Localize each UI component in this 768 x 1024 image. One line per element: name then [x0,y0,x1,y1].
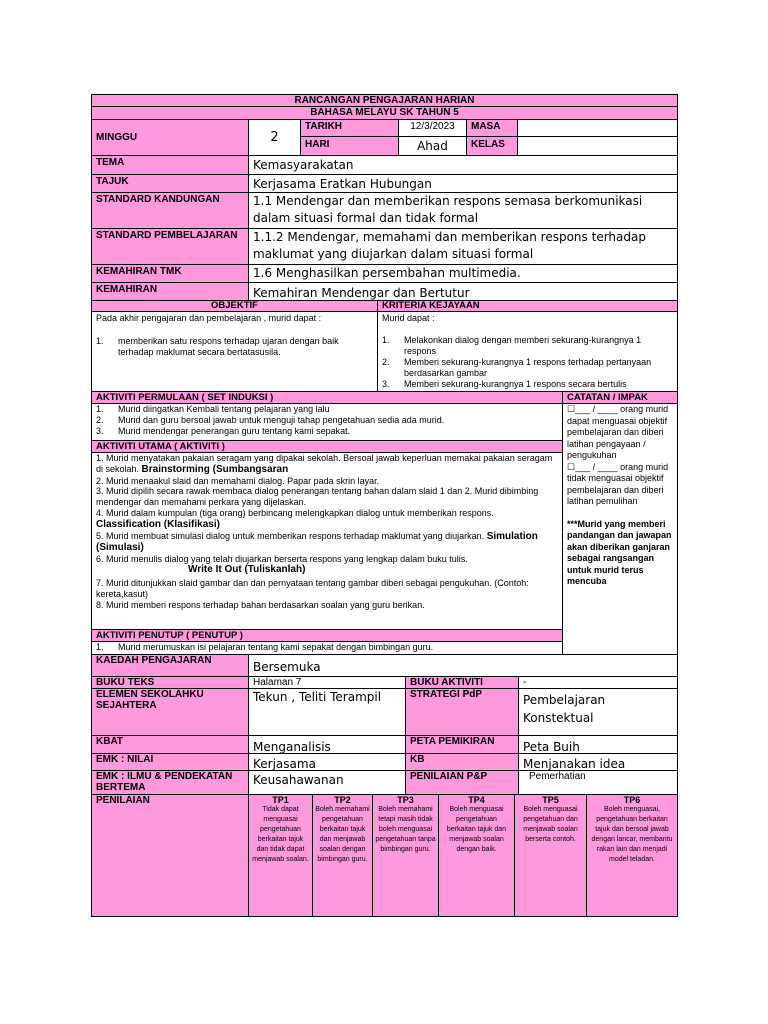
kelas-label: KELAS [467,137,518,155]
elemen-label: ELEMEN SEKOLAHKU SEJAHTERA [92,689,249,735]
penilaian-pp-label: PENILAIAN P&P [406,771,519,794]
objektif-item-num: 1. [96,336,104,346]
tajuk-row [91,175,678,193]
plan-subtitle: BAHASA MELAYU SK TAHUN 5 [310,107,459,118]
kemahiran-row [91,283,678,301]
kriteria-item-text: Melakonkan dialog dengan memberi sekurang-kurangnya 1 respons [404,335,642,356]
utama-step-5 [96,531,558,555]
tp2-heading: TP2 [334,795,351,805]
utama-step-4-text: 4. Murid dalam kumpulan (tiga orang) berbincang melengkapkan dialog untuk memberikan respons. [96,507,494,518]
catatan-body [563,404,677,654]
objektif-item [96,336,373,358]
tp5-text: Boleh menguasai pengetahuan dan menjawab soalan berserta contoh. [523,806,578,843]
ilmu-label: EMK : ILMU & PENDEKATAN BERTEMA [92,771,249,794]
peta-value: Peta Buih [523,740,580,753]
utama-step-5-strategy: Simulation (Simulasi) [96,530,538,554]
nilai-row [91,754,678,771]
penilaian-row [91,795,678,917]
permulaan-body [92,404,562,441]
tp2-cell [313,795,373,916]
elemen-value: Tekun , Teliti Terampil [249,689,406,735]
hari-value: Ahad [399,137,467,155]
kbat-label: KBAT [92,736,249,753]
lesson-plan-table [91,94,678,917]
minggu-value: 2 [249,120,301,155]
tmk-label: KEMAHIRAN TMK [92,265,249,282]
sp-row [91,229,678,265]
utama-step-3: 3. Murid dipilih secara rawak membaca dialog penerangan tentang bahan dalam slaid 1 dan 2. Murid dibimbing mendengar dan memahami perkara yang dijelaskan. [96,486,539,508]
sk-value: 1.1 Mendengar dan memberikan respons semasa berkomunikasi dalam situasi formal dan tidak formal [253,194,643,225]
kemahiran-value: Kemahiran Mendengar dan Bertutur [253,286,470,300]
penilaian-label: PENILAIAN [92,795,249,916]
permulaan-item-text: Murid mendengar penerangan guru tentang kami sepakat. [118,426,351,436]
kriteria-intro: Murid dapat : [382,313,435,323]
kriteria-item [382,379,673,390]
utama-body [92,453,562,630]
minggu-label: MINGGU [92,120,249,155]
tp1-heading: TP1 [272,795,289,805]
penutup-body [92,642,562,654]
penutup-label: AKTIVITI PENUTUP ( PENUTUP ) [92,630,562,642]
objektif-kriteria-body [91,312,678,392]
permulaan-item-text: Murid diingatkan Kembali tentang pelajaran yang lalu [118,404,330,414]
tema-row [91,156,678,175]
tp4-text: Boleh menguasai pengetahuan berkaitan tajuk dan menjawab soalan dengan baik. [446,806,507,853]
catatan-label: CATATAN / IMPAK [563,392,677,404]
kbat-row [91,736,678,754]
tp3-heading: TP3 [397,795,414,805]
utama-step-7: 7. Murid ditunjukkan slaid gambar dan dan pernyataan tentang gambar diberi sebagai pengukuhan. (Contoh: kereta,kasut) [96,577,529,599]
utama-step-1-text: 1. Murid menyatakan pakaian seragam yang dipakai sekolah. Bersoal jawab keperluan memakai pakaian seragam di sekolah. [96,453,553,474]
permulaan-item [96,404,558,415]
utama-step-6-strategy: Write It Out (Tuliskanlah) [188,563,306,575]
tarikh-label: TARIKH [301,120,399,136]
catatan-note-1: ☐___ / ____ orang murid dapat menguasai objektif pembelajaran dan diberi latihan pengayaan / pengukuhan [567,404,669,460]
tp6-heading: TP6 [623,795,641,805]
objektif-body [92,312,378,391]
kriteria-item [382,357,673,379]
sp-label: STANDARD PEMBELAJARAN [92,229,249,264]
utama-step-4 [96,508,558,531]
buku-row [91,677,678,689]
tp1-cell [249,795,313,916]
tp5-cell [515,795,587,916]
permulaan-item-text: Murid dan guru bersoal jawab untuk menguji tahap pengetahuan sedia ada murid. [118,415,445,425]
kaedah-label: KAEDAH PENGAJARAN [92,655,249,676]
tmk-row [91,265,678,283]
kriteria-item-num: 1. [382,335,390,345]
tema-label: TEMA [92,156,249,174]
tema-value: Kemasyarakatan [253,158,354,172]
utama-step-6: 6. Murid menulis dialog yang telah diujarkan berserta respons yang lengkap dalam buku tulis. [96,554,468,565]
catatan-note-3: ***Murid yang memberi pandangan dan jawapan akan diberikan ganjaran sebagai rangsangan untuk murid terus mencuba [567,518,672,586]
utama-step-1 [96,453,558,476]
catatan-column [563,392,677,654]
utama-step-2: 2. Murid menaakul slaid dan memahami dialog. Papar pada skrin layar. [96,475,380,486]
objektif-item-text: memberikan satu respons terhadap ujaran dengan baik terhadap maklumat secara bertatasusila. [118,336,339,357]
tajuk-label: TAJUK [92,175,249,192]
buku-aktiviti-label: BUKU AKTIVITI [406,677,519,688]
utama-label: AKTIVITI UTAMA ( AKTIVITI ) [92,441,562,453]
kriteria-item-num: 3. [382,379,390,389]
kaedah-value: Bersemuka [253,660,321,674]
subtitle-row [91,107,678,120]
strategi-label: STRATEGI PdP [406,689,519,735]
permulaan-item-num: 1. [96,404,104,414]
tp2-text: Boleh memahami pengetahuan berkaitan tajuk dan menjawab soalan dengan bimbingan guru. [315,806,370,863]
kriteria-item-text: Memberi sekurang-kurangnya 1 respons terhadap pertanyaan berdasarkan gambar [404,357,652,378]
hari-label: HARI [301,137,399,155]
tp1-text: Tidak dapat menguasai pengetahuan berkaitan tajuk dan tidak dapat menjawab soalan. [252,806,309,863]
penutup-item-num: 1. [96,642,104,652]
utama-step-1-strategy: Brainstorming (Sumbangsaran [141,463,289,475]
permulaan-item-num: 3. [96,426,104,436]
nilai-value: Kerjasama [249,754,406,770]
info-block [91,120,678,156]
permulaan-item [96,426,558,437]
sp-value: 1.1.2 Mendengar, memahami dan memberikan respons terhadap maklumat yang diujarkan dalam situasi formal [253,230,646,261]
penilaian-pp-value: Pemerhatian [529,771,586,782]
kemahiran-label: KEMAHIRAN [92,283,249,300]
tmk-value: 1.6 Menghasilkan persembahan multimedia. [253,266,521,280]
utama-step-8: 8. Murid memberi respons terhadap bahan berdasarkan soalan yang guru berikan. [96,599,425,610]
title-row [91,94,678,107]
tp3-text: Boleh memahami tetapi masih tidak boleh menguasai pengetahuan tanpa bimbingan guru. [375,806,436,853]
utama-step-4-strategy: Classification (Klasifikasi) [96,518,220,530]
activities-left [92,392,563,654]
objektif-intro: Pada akhir pengajaran dan pembelajaran , murid dapat : [96,313,322,323]
plan-title: RANCANGAN PENGAJARAN HARIAN [294,95,475,106]
date-day-grid [301,120,677,155]
kriteria-item-text: Memberi sekurang-kurangnya 1 respons secara bertulis [404,379,627,389]
kriteria-item-num: 2. [382,357,390,367]
kelas-value [518,137,677,155]
tajuk-value: Kerjasama Eratkan Hubungan [253,177,432,191]
tp3-cell [373,795,439,916]
permulaan-label: AKTIVITI PERMULAAN ( SET INDUKSI ) [92,392,562,404]
utama-step-5-text: 5. Murid membuat simulasi dialog untuk memberikan respons terhadap maklumat yang diujarkan. [96,530,487,541]
peta-label: PETA PEMIKIRAN [406,736,519,753]
permulaan-item-num: 2. [96,415,104,425]
strategi-value: Pembelajaran Konstektual [523,693,606,725]
kriteria-item [382,335,673,357]
tarikh-value: 12/3/2023 [399,120,467,136]
permulaan-item [96,415,558,426]
masa-label: MASA [467,120,518,136]
nilai-label: EMK : NILAI [92,754,249,770]
masa-value [518,120,677,136]
tp6-text: Boleh menguasai, pengetahuan berkaitan tajuk dan bersoal jawab dengan lancar, membantu rakan lain dan menjadi model teladan. [591,806,673,863]
ilmu-row [91,771,678,795]
catatan-note-2: ☐___ / ____ orang murid tidak menguasai objektif pembelajaran dan diberi latihan pemulihan [567,461,669,506]
tp4-heading: TP4 [468,795,485,805]
tp5-heading: TP5 [542,795,559,805]
tp4-cell [439,795,515,916]
kb-value: Menjanakan idea [523,757,626,770]
buku-teks-value: Halaman 7 [249,677,406,688]
sk-label: STANDARD KANDUNGAN [92,193,249,228]
penutup-item [96,642,558,653]
ilmu-value: Keusahawanan [249,771,406,794]
tp6-cell [587,795,677,916]
kriteria-label: KRITERIA KEJAYAAN [382,301,480,311]
objektif-label: OBJEKTIF [92,301,378,311]
elemen-row [91,689,678,736]
buku-teks-label: BUKU TEKS [92,677,249,688]
activities-block [91,392,678,655]
kriteria-body [378,312,677,391]
kb-label: KB [406,754,519,770]
penutup-item-text: Murid merumuskan isi pelajaran tentang kami sepakat dengan bimbingan guru. [118,642,434,652]
kbat-value: Menganalisis [249,736,406,753]
kaedah-row [91,655,678,677]
objektif-kriteria-header [91,301,678,312]
buku-aktiviti-value: - [523,677,527,688]
sk-row [91,193,678,229]
